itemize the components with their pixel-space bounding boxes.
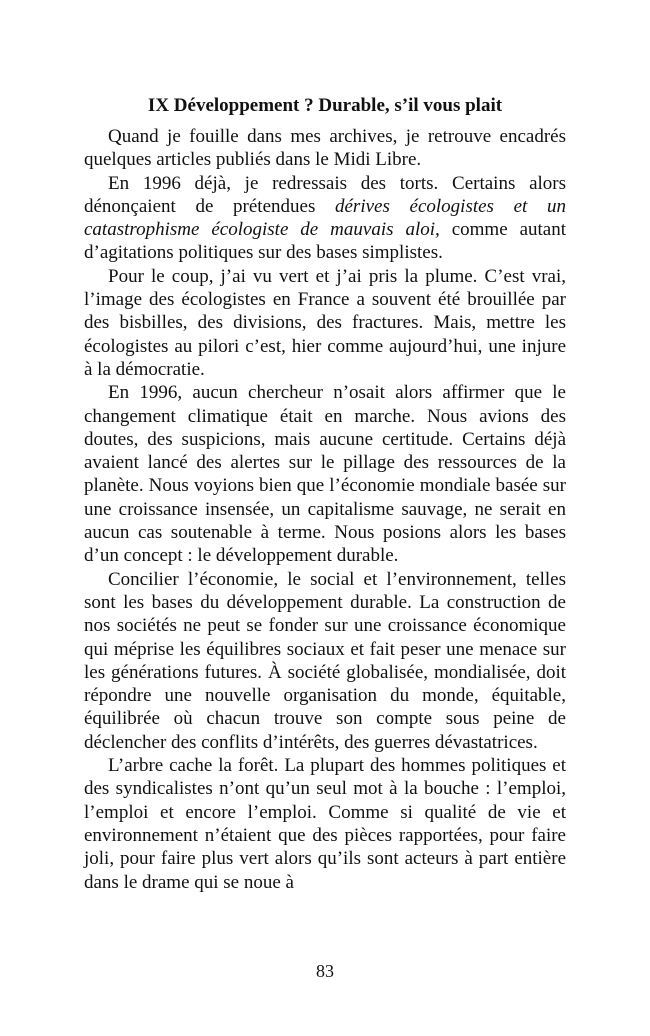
page-body bbox=[84, 92, 566, 894]
paragraph-text: Quand je fouille dans mes archives, je retrouve encadrés quelques articles publiés dans le Midi Libre. bbox=[84, 126, 566, 171]
paragraph-text: comme autant d’agitations politiques sur des bases simplistes. bbox=[84, 219, 566, 264]
paragraph bbox=[84, 381, 566, 567]
paragraph-text: En 1996, aucun chercheur n’osait alors affirmer que le changement climatique était en marche. Nous avions des doutes, des suspicions, mais aucune certitude. Certains déjà avaient lancé des alertes sur le pillage des ressources de la planète. Nous voyions bien que l’économie mondiale basée sur une croissance insensée, un capitalisme sauvage, ne serait en aucun cas soutenable à terme. Nous posions alors les bases d’un concept : le développement durable. bbox=[84, 382, 566, 567]
paragraph-italic-text: dérives écologistes et un catastrophisme écologiste de mauvais aloi, bbox=[84, 195, 566, 241]
paragraph-text: Pour le coup, j’ai vu vert et j’ai pris la plume. C’est vrai, l’image des écologistes en France a souvent été brouillée par des bisbilles, des divisions, des fractures. Mais, mettre les écologistes au pilori c’est, hier comme aujourd’hui, une injure à la démocratie. bbox=[84, 265, 566, 380]
page-number: 83 bbox=[316, 961, 334, 981]
paragraph bbox=[84, 125, 566, 172]
paragraph-text: L’arbre cache la forêt. La plupart des hommes politiques et des syndicalistes n’ont qu’un seul mot à la bouche : l’emploi, l’emploi et encore l’emploi. Comme si qualité de vie et environnement n’étaient que des pièces rapportées, pour faire joli, pour faire plus vert alors qu’ils sont acteurs à part entière dans le drame qui se noue à bbox=[84, 755, 566, 893]
paragraph-text: Concilier l’économie, le social et l’environnement, telles sont les bases du développement durable. La construction de nos sociétés ne peut se fonder sur une croissance économique qui méprise les équilibres sociaux et fait peser une menace sur les générations futures. À société globalisée, mondialisée, doit répondre une nouvelle organisation du monde, équitable, équilibrée où chacun trouve son compte sous peine de déclencher des conflits d’intérêts, des guerres dévastatrices. bbox=[84, 568, 566, 753]
paragraph bbox=[84, 265, 566, 381]
chapter-title: IX Développement ? Durable, s’il vous plait bbox=[147, 95, 503, 116]
paragraph-text: En 1996 déjà, je redressais des torts. Certains alors dénonçaient de prétendues bbox=[84, 172, 566, 217]
paragraph bbox=[84, 172, 566, 265]
paragraph bbox=[84, 568, 566, 754]
paragraph bbox=[84, 754, 566, 894]
